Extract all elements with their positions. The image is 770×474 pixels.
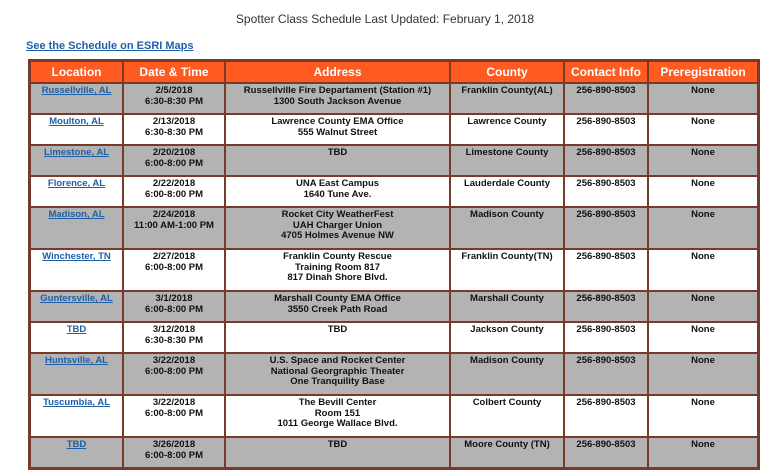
address-line: Franklin County Rescue (283, 251, 392, 262)
address-line: 817 Dinah Shore Blvd. (287, 272, 388, 283)
address-line: Rocket City WeatherFest (281, 209, 394, 220)
address-cell (225, 395, 450, 437)
location-cell (30, 207, 123, 249)
class-date: 2/27/2018 (152, 251, 196, 262)
class-date: 3/22/2018 (152, 397, 196, 408)
location-link[interactable]: Huntsville, AL (45, 355, 108, 366)
table-row (30, 395, 758, 437)
contact-info-cell: 256-890-8503 (564, 114, 648, 145)
county-cell: Moore County (TN) (450, 437, 564, 468)
location-cell (30, 176, 123, 207)
address-line: 555 Walnut Street (297, 126, 378, 138)
location-cell (30, 249, 123, 291)
table-row (30, 353, 758, 395)
esri-maps-link[interactable]: See the Schedule on ESRI Maps (26, 40, 194, 52)
class-time: 6:30-8:30 PM (144, 95, 204, 107)
address-line: 3550 Creek Path Road (287, 303, 388, 315)
contact-info-cell: 256-890-8503 (564, 83, 648, 114)
address-line: TBD (327, 147, 348, 158)
class-time: 6:30-8:30 PM (144, 126, 204, 138)
schedule-updated-heading: Spotter Class Schedule Last Updated: February 1, 2018 (235, 12, 535, 26)
address-cell (225, 291, 450, 322)
class-time: 6:00-8:00 PM (144, 261, 204, 273)
address-cell (225, 207, 450, 249)
address-line: Marshall County EMA Office (274, 293, 401, 304)
date-time-cell (123, 207, 225, 249)
table-row (30, 207, 758, 249)
class-date: 3/26/2018 (152, 439, 196, 450)
location-cell (30, 145, 123, 176)
contact-info-cell: 256-890-8503 (564, 291, 648, 322)
contact-info-cell: 256-890-8503 (564, 207, 648, 249)
address-line: Training Room 817 (295, 261, 380, 273)
preregistration-cell: None (648, 249, 758, 291)
location-link[interactable]: Florence, AL (47, 178, 106, 189)
county-cell: Jackson County (450, 322, 564, 353)
preregistration-cell: None (648, 83, 758, 114)
location-cell (30, 114, 123, 145)
address-line: One Tranquility Base (290, 376, 385, 387)
location-link[interactable]: Tuscumbia, AL (42, 397, 111, 408)
column-header-preregistration: Preregistration (648, 61, 758, 83)
location-link[interactable]: TBD (66, 439, 87, 450)
county-cell: Franklin County(AL) (450, 83, 564, 114)
table-row (30, 83, 758, 114)
date-time-cell (123, 114, 225, 145)
address-cell (225, 83, 450, 114)
table-row (30, 437, 758, 468)
contact-info-cell: 256-890-8503 (564, 395, 648, 437)
class-time: 6:00-8:00 PM (144, 365, 204, 377)
date-time-cell (123, 176, 225, 207)
address-line: 1640 Tune Ave. (303, 188, 372, 200)
column-header-date-time: Date & Time (123, 61, 225, 83)
address-line: TBD (327, 439, 348, 450)
table-row (30, 322, 758, 353)
preregistration-cell: None (648, 207, 758, 249)
address-line: 1300 South Jackson Avenue (273, 95, 402, 107)
address-cell (225, 114, 450, 145)
address-cell (225, 437, 450, 468)
date-time-cell (123, 395, 225, 437)
county-cell: Lawrence County (450, 114, 564, 145)
class-time: 6:00-8:00 PM (144, 188, 204, 200)
preregistration-cell: None (648, 353, 758, 395)
address-cell (225, 353, 450, 395)
contact-info-cell: 256-890-8503 (564, 145, 648, 176)
address-cell (225, 322, 450, 353)
address-line: The Bevill Center (298, 397, 377, 408)
location-cell (30, 437, 123, 468)
county-cell: Madison County (450, 353, 564, 395)
address-cell (225, 249, 450, 291)
preregistration-cell: None (648, 291, 758, 322)
address-line: Lawrence County EMA Office (271, 116, 404, 127)
preregistration-cell: None (648, 322, 758, 353)
table-row (30, 176, 758, 207)
location-cell (30, 353, 123, 395)
class-date: 2/20/2108 (152, 147, 196, 158)
date-time-cell (123, 83, 225, 114)
contact-info-cell: 256-890-8503 (564, 176, 648, 207)
preregistration-cell: None (648, 145, 758, 176)
location-link[interactable]: Russellville, AL (41, 85, 112, 96)
preregistration-cell: None (648, 395, 758, 437)
class-date: 2/22/2018 (152, 178, 196, 189)
location-link[interactable]: TBD (66, 324, 87, 335)
address-line: TBD (327, 324, 348, 335)
spotter-schedule-table (28, 59, 760, 470)
county-cell: Limestone County (450, 145, 564, 176)
location-link[interactable]: Guntersville, AL (40, 293, 113, 304)
county-cell: Colbert County (450, 395, 564, 437)
date-time-cell (123, 249, 225, 291)
class-date: 3/22/2018 (152, 355, 196, 366)
class-date: 2/24/2018 (152, 209, 196, 220)
table-row (30, 145, 758, 176)
address-line: Russellville Fire Departament (Station #1) (243, 85, 432, 96)
column-header-location: Location (30, 61, 123, 83)
class-date: 3/1/2018 (155, 293, 193, 304)
county-cell: Marshall County (450, 291, 564, 322)
date-time-cell (123, 291, 225, 322)
date-time-cell (123, 145, 225, 176)
class-time: 6:00-8:00 PM (144, 407, 204, 419)
county-cell: Lauderdale County (450, 176, 564, 207)
class-time: 6:00-8:00 PM (144, 449, 204, 461)
date-time-cell (123, 353, 225, 395)
class-time: 6:00-8:00 PM (144, 157, 204, 169)
preregistration-cell: None (648, 176, 758, 207)
table-row (30, 114, 758, 145)
address-line: UNA East Campus (295, 178, 380, 189)
contact-info-cell: 256-890-8503 (564, 353, 648, 395)
table-header-row (30, 61, 758, 83)
address-line: U.S. Space and Rocket Center (269, 355, 406, 366)
contact-info-cell: 256-890-8503 (564, 437, 648, 468)
column-header-contact-info: Contact Info (564, 61, 648, 83)
preregistration-cell: None (648, 437, 758, 468)
column-header-county: County (450, 61, 564, 83)
location-link[interactable]: Madison, AL (48, 209, 105, 220)
location-cell (30, 83, 123, 114)
address-cell (225, 145, 450, 176)
contact-info-cell: 256-890-8503 (564, 249, 648, 291)
table-row (30, 249, 758, 291)
class-time: 6:00-8:00 PM (144, 303, 204, 315)
location-cell (30, 291, 123, 322)
location-cell (30, 322, 123, 353)
table-row (30, 291, 758, 322)
address-line: 4705 Holmes Avenue NW (281, 230, 394, 241)
address-cell (225, 176, 450, 207)
column-header-address: Address (225, 61, 450, 83)
location-link[interactable]: Winchester, TN (42, 251, 111, 262)
date-time-cell (123, 437, 225, 468)
county-cell: Madison County (450, 207, 564, 249)
class-date: 2/5/2018 (155, 85, 193, 96)
class-date: 3/12/2018 (152, 324, 196, 335)
class-time: 11:00 AM-1:00 PM (134, 219, 214, 231)
address-line: 1011 George Wallace Blvd. (277, 418, 398, 429)
address-line: National Georgraphic Theater (270, 365, 405, 377)
class-date: 2/13/2018 (152, 116, 196, 127)
location-link[interactable]: Limestone, AL (43, 147, 110, 158)
address-line: Room 151 (314, 407, 361, 419)
location-link[interactable]: Moulton, AL (49, 116, 104, 127)
address-line: UAH Charger Union (292, 219, 383, 231)
contact-info-cell: 256-890-8503 (564, 322, 648, 353)
date-time-cell (123, 322, 225, 353)
location-cell (30, 395, 123, 437)
county-cell: Franklin County(TN) (450, 249, 564, 291)
preregistration-cell: None (648, 114, 758, 145)
class-time: 6:30-8:30 PM (144, 334, 204, 346)
